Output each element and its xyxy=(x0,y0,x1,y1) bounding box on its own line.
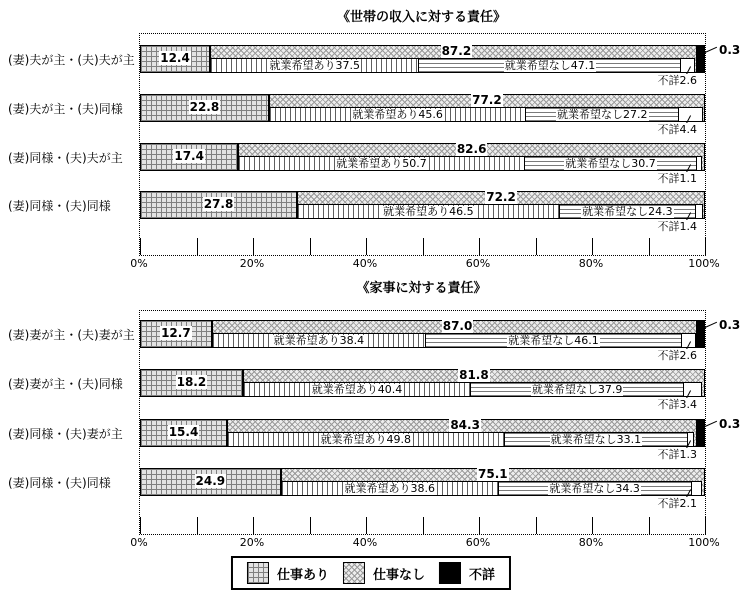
legend-label-unknown: 不詳 xyxy=(469,567,496,583)
subsegment-wish-yes xyxy=(227,432,505,447)
axis-tick-label: 100% xyxy=(688,536,720,549)
axis-tick xyxy=(197,238,198,255)
axis-tick xyxy=(140,238,141,255)
category-label: (妻)同様・(夫)同様 xyxy=(8,476,111,490)
axis-tick xyxy=(479,238,480,255)
value-work-no: 87.0 xyxy=(442,319,473,333)
subsegment-wish-no-label: 就業希望なし24.3 xyxy=(582,204,673,218)
bar-row xyxy=(140,417,741,461)
legend-label-work-no: 仕事なし xyxy=(372,567,426,583)
unknown-sub-label: 不詳2.1 xyxy=(657,497,697,510)
bar-row xyxy=(140,190,705,233)
value-work-yes: 18.2 xyxy=(176,375,207,389)
subsegment-wish-no xyxy=(470,382,684,397)
subsegment-wish-no xyxy=(525,107,679,122)
value-work-no: 72.2 xyxy=(486,190,516,204)
subsegment-wish-yes xyxy=(281,481,499,496)
legend xyxy=(231,556,511,590)
axis-tick xyxy=(253,238,254,255)
axis-tick xyxy=(253,517,254,534)
subsegment-wish-no xyxy=(498,481,692,496)
subsegment-wish-no xyxy=(524,156,697,171)
unknown-callout-line xyxy=(705,421,717,427)
chart2-plot-area xyxy=(139,310,741,535)
subbar-work-no-breakdown xyxy=(238,156,705,171)
subsegment-unknown xyxy=(691,481,703,496)
axis-tick xyxy=(479,517,480,534)
subsegment-wish-no xyxy=(418,58,681,73)
segment-unknown-black xyxy=(697,419,705,447)
subsegment-wish-no-label: 就業希望なし34.3 xyxy=(549,481,640,495)
subsegment-unknown xyxy=(683,382,702,397)
value-work-no: 75.1 xyxy=(478,467,508,481)
bar-row xyxy=(140,142,705,185)
bar-row xyxy=(140,368,705,411)
value-work-no: 87.2 xyxy=(441,44,472,58)
axis-tick xyxy=(366,517,367,534)
axis-tick-label: 40% xyxy=(352,536,378,549)
subbar-work-no-breakdown xyxy=(281,481,705,496)
subsegment-wish-yes-label: 就業希望あり46.5 xyxy=(383,204,474,218)
unknown-callout-value: 0.3 xyxy=(719,43,741,57)
value-work-yes: 12.7 xyxy=(161,326,191,340)
legend-label-work-yes: 仕事あり xyxy=(276,567,329,583)
category-label: (妻)妻が主・(夫)同様 xyxy=(8,377,123,391)
subbar-work-no-breakdown xyxy=(243,382,705,397)
axis-tick-label: 40% xyxy=(352,257,378,270)
axis-tick xyxy=(310,517,311,534)
chart1-title: 《世帯の収入に対する責任》 xyxy=(336,10,506,25)
axis-tick-label: 80% xyxy=(578,257,604,270)
subsegment-wish-no xyxy=(425,333,682,348)
unknown-sub-label: 不詳1.3 xyxy=(657,448,697,461)
axis-tick xyxy=(649,517,650,534)
subsegment-wish-yes-label: 就業希望あり38.6 xyxy=(344,481,435,495)
subsegment-wish-no-label: 就業希望なし47.1 xyxy=(504,58,596,72)
bar-row xyxy=(140,467,705,510)
axis-tick xyxy=(592,517,593,534)
subsegment-wish-yes xyxy=(210,58,419,73)
value-work-no: 77.2 xyxy=(472,93,502,107)
bar-row xyxy=(140,93,705,136)
value-work-no: 82.6 xyxy=(456,142,487,156)
subsegment-wish-no xyxy=(559,204,696,219)
axis-tick-label: 80% xyxy=(578,536,604,549)
axis-tick xyxy=(366,238,367,255)
chart1-x-axis-labels xyxy=(130,257,720,271)
value-work-yes: 15.4 xyxy=(168,425,199,439)
axis-tick xyxy=(310,238,311,255)
value-work-yes: 12.4 xyxy=(160,51,190,65)
category-label: (妻)妻が主・(夫)妻が主 xyxy=(8,328,135,342)
chart2-x-axis-labels xyxy=(130,536,720,550)
subsegment-wish-yes xyxy=(243,382,471,397)
subsegment-wish-yes-label: 就業希望あり37.5 xyxy=(269,58,360,72)
axis-tick xyxy=(536,238,537,255)
chart2-title: 《家事に対する責任》 xyxy=(356,281,487,296)
subsegment-unknown xyxy=(696,156,702,171)
subsegment-wish-yes-label: 就業希望あり38.4 xyxy=(273,333,365,347)
value-work-yes: 24.9 xyxy=(195,474,226,488)
axis-tick-label: 20% xyxy=(239,257,265,270)
legend-swatch-unknown-icon xyxy=(439,562,461,584)
value-work-yes: 22.8 xyxy=(189,100,220,114)
axis-tick-label: 0% xyxy=(130,536,148,549)
unknown-sub-label: 不詳1.1 xyxy=(657,172,697,185)
unknown-sub-label: 不詳4.4 xyxy=(657,123,697,136)
subbar-work-no-breakdown xyxy=(210,58,697,73)
subsegment-wish-yes-label: 就業希望あり45.6 xyxy=(352,107,443,121)
unknown-callout-line xyxy=(705,322,717,328)
axis-tick-label: 0% xyxy=(130,257,148,270)
legend-swatch-work-no-icon xyxy=(343,562,365,584)
axis-tick xyxy=(423,238,424,255)
subsegment-wish-no-label: 就業希望なし33.1 xyxy=(550,432,642,446)
unknown-sub-label: 不詳2.6 xyxy=(657,349,697,362)
axis-tick-label: 20% xyxy=(239,536,265,549)
subsegment-wish-no-label: 就業希望なし27.2 xyxy=(557,107,648,121)
axis-tick xyxy=(705,238,706,255)
subsegment-unknown xyxy=(695,204,703,219)
unknown-sub-label: 不詳3.4 xyxy=(657,398,697,411)
subsegment-wish-no xyxy=(504,432,689,447)
segment-unknown-black xyxy=(697,320,705,348)
axis-tick xyxy=(649,238,650,255)
subsegment-wish-yes xyxy=(269,107,527,122)
subbar-work-no-breakdown xyxy=(212,333,697,348)
unknown-sub-label: 不詳1.4 xyxy=(657,220,697,233)
legend-swatch-work-yes-icon xyxy=(247,562,269,584)
axis-tick xyxy=(536,517,537,534)
value-work-yes: 27.8 xyxy=(203,197,234,211)
subsegment-wish-no-label: 就業希望なし37.9 xyxy=(531,382,623,396)
subsegment-wish-no-label: 就業希望なし30.7 xyxy=(565,156,656,170)
subbar-work-no-breakdown xyxy=(269,107,705,122)
subsegment-wish-yes xyxy=(238,156,524,171)
unknown-callout-line xyxy=(705,47,717,53)
category-label: (妻)同様・(夫)妻が主 xyxy=(8,427,123,441)
subsegment-wish-yes xyxy=(297,204,560,219)
subsegment-wish-yes-label: 就業希望あり40.4 xyxy=(311,382,403,396)
value-work-yes: 17.4 xyxy=(174,149,204,163)
category-label: (妻)同様・(夫)同様 xyxy=(8,199,111,213)
chart1-plot-area xyxy=(139,33,741,256)
unknown-callout-value: 0.3 xyxy=(719,417,741,431)
axis-tick xyxy=(705,517,706,534)
subbar-work-no-breakdown xyxy=(227,432,697,447)
axis-tick xyxy=(197,517,198,534)
subsegment-wish-yes xyxy=(212,333,426,348)
value-work-no: 81.8 xyxy=(459,368,489,382)
axis-tick-label: 60% xyxy=(465,536,491,549)
bar-row xyxy=(140,318,741,362)
unknown-callout-value: 0.3 xyxy=(719,318,741,332)
segment-unknown-black xyxy=(697,45,705,73)
axis-tick-label: 60% xyxy=(465,257,491,270)
unknown-sub-label: 不詳2.6 xyxy=(657,74,697,87)
axis-tick xyxy=(423,517,424,534)
value-work-no: 84.3 xyxy=(450,418,480,432)
subbar-work-no-breakdown xyxy=(297,204,705,219)
subsegment-wish-yes-label: 就業希望あり49.8 xyxy=(320,432,412,446)
subsegment-wish-no-label: 就業希望なし46.1 xyxy=(508,333,599,347)
category-label: (妻)夫が主・(夫)夫が主 xyxy=(8,53,135,67)
category-label: (妻)同様・(夫)夫が主 xyxy=(8,151,123,165)
axis-tick xyxy=(592,238,593,255)
axis-tick xyxy=(140,517,141,534)
axis-tick-label: 100% xyxy=(688,257,720,270)
category-label: (妻)夫が主・(夫)同様 xyxy=(8,102,123,116)
bar-row xyxy=(140,43,741,87)
subsegment-wish-yes-label: 就業希望あり50.7 xyxy=(336,156,427,170)
